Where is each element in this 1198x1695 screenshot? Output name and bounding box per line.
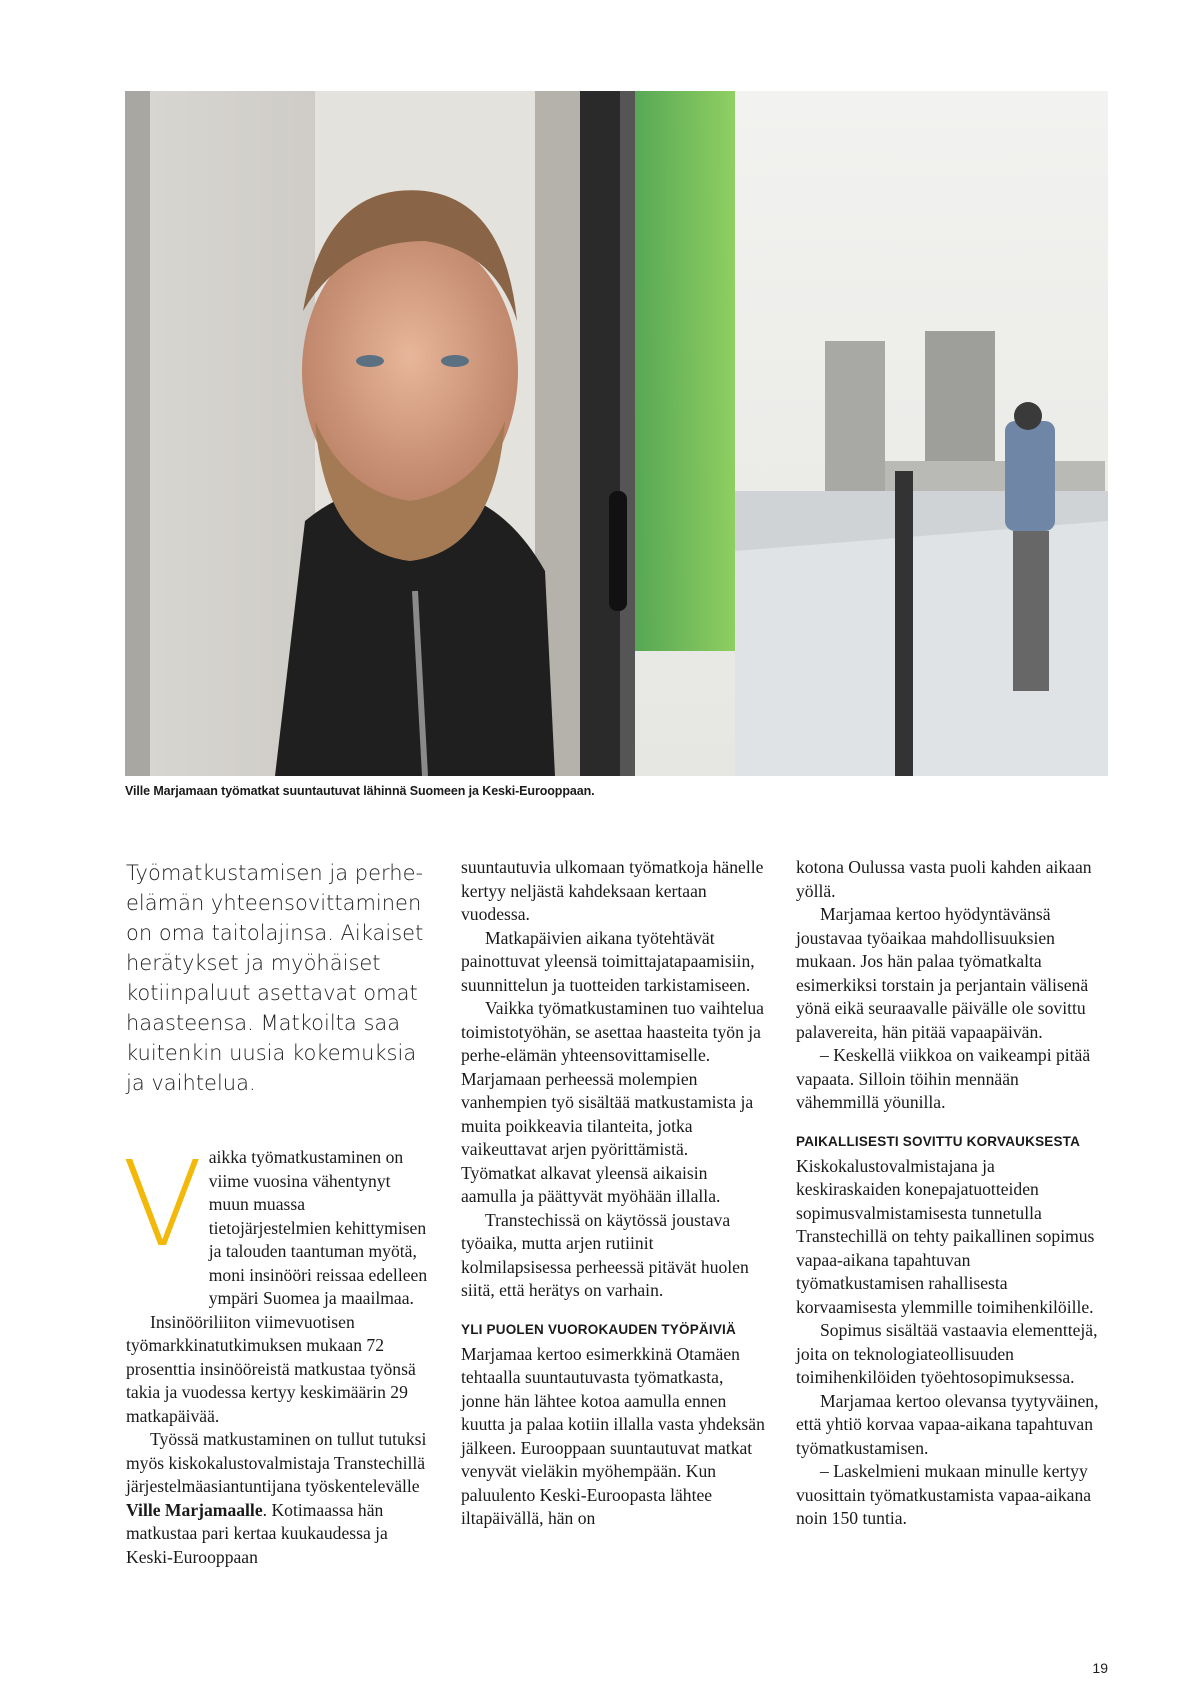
body-paragraph: Kiskokalustovalmistajana ja keskiraskaiden konepajatuotteiden sopimusvalmistamisesta tunnetulla Transtechillä on tehty paikallinen sopimus vapaa-aikana tapahtuvan työmatkustamisen rahallisesta korvaamisesta ylemmille toimihenkilöille. — [796, 1155, 1095, 1317]
body-paragraph: Sopimus sisältää vastaavia elementtejä, joita on teknologiateollisuuden toimihenkilöiden työehtosopimuksessa. — [796, 1320, 1098, 1387]
body-paragraph: suuntautuvia ulkomaan työmatkoja hänelle kertyy neljästä kahdeksaan kertaan vuodessa. — [461, 857, 764, 924]
body-paragraph: Marjamaa kertoo olevansa tyytyväinen, että yhtiö korvaa vapaa-aikana tapahtuvan työmatkustamisen. — [796, 1390, 1099, 1458]
lead-paragraph: Työmatkustamisen ja perhe-elämän yhteensovittaminen on oma taitolajinsa. Aikaiset herätykset ja myöhäiset kotiinpaluut asettavat omat haasteensa. Matkoilta saa kuitenkin uusia kokemuksia ja vaihtelua. — [126, 861, 424, 1095]
body-paragraph: Insinööriliiton viimevuotisen työmarkkinatutkimuksen mukaan 72 prosenttia insinööreistä matkustaa työnsä takia ja vuodessa kertyy keskimäärin 29 matkapäivää. — [126, 1311, 416, 1426]
column-1 — [122, 858, 431, 1569]
article-photo — [125, 91, 1108, 776]
body-paragraph: Matkapäivien aikana työtehtävät painottuvat yleensä toimittajatapaamisiin, suunnittelun ja tuotteiden tarkistamiseen. — [461, 927, 755, 995]
column-3 — [796, 856, 1101, 1531]
body-paragraph: kotona Oulussa vasta puoli kahden aikaan yöllä. — [796, 857, 1092, 901]
body-paragraph: – Keskellä viikkoa on vaikeampi pitää vapaata. Silloin töihin mennään vähemmillä yöunilla. — [796, 1045, 1091, 1112]
body-start — [122, 1135, 431, 1311]
page-number: 19 — [1092, 1660, 1108, 1676]
body-paragraph: Vaikka työmatkustaminen tuo vaihtelua toimistotyöhän, se asettaa haasteita työn ja perhe-elämän yhteensovittamiselle. Marjamaan perheessä molempien vanhempien työ sisältää matkustamista ja muita poikkeavia tilanteita, jotka vaikeuttavat arjen pyörittämistä. Työmatkat alkavat yleensä aikaisin aamulla ja päättyvät myöhään illalla. — [461, 998, 764, 1206]
text-run: . Kotimaassa hän matkustaa pari kertaa kuukaudessa ja Keski-Eurooppaan — [126, 1499, 388, 1567]
body-paragraph: – Laskelmieni mukaan minulle kertyy vuosittain työmatkustamista vapaa-aikana noin 150 tuntia. — [796, 1461, 1092, 1528]
person-name: Ville Marjamaalle — [126, 1499, 263, 1520]
photo-caption: Ville Marjamaan työmatkat suuntautuvat lähinnä Suomeen ja Keski-Eurooppaan. — [125, 784, 595, 798]
column-2 — [461, 856, 766, 1531]
body-paragraph: aikka työmatkustaminen on viime vuosina vähentynyt muun muassa tietojärjestelmien kehittymisen ja talouden taantuman myötä, moni insinööri reissaa edelleen ympäri Suomea ja maailmaa. — [208, 1147, 428, 1308]
body-paragraph: Marjamaa kertoo esimerkkinä Otamäen tehtaalla suuntautuvasta työmatkasta, jonne hän lähtee kotoa aamulla ennen kuutta ja palaa kotiin illalla vasta yhdeksän jälkeen. Eurooppaan suuntautuvat matkat venyvät vieläkin myöhempään. Kun paluulento Keski-Euroopasta lähtee iltapäivällä, hän on — [461, 1343, 765, 1528]
subheading: PAIKALLISESTI SOVITTU KORVAUKSESTA — [796, 1133, 1081, 1149]
photo-portrait — [125, 91, 1108, 776]
body-paragraph — [126, 1428, 431, 1569]
drop-cap: V — [122, 1135, 203, 1273]
text-run: Työssä matkustaminen on tullut tutuksi myös kiskokalustovalmistaja Transtechillä järjestelmäasiantuntijana työskentelevälle — [126, 1429, 427, 1496]
body-paragraph: Transtechissä on käytössä joustava työaika, mutta arjen rutiinit kolmilapsisessa perheessä pitävät huolen siitä, että herätys on varhain. — [461, 1209, 749, 1300]
subheading: YLI PUOLEN VUOROKAUDEN TYÖPÄIVIÄ — [461, 1321, 736, 1337]
body-paragraph: Marjamaa kertoo hyödyntävänsä joustavaa työaikaa mahdollisuuksien mukaan. Jos hän palaa työmatkalta esimerkiksi torstain ja perjantain välisenä yönä eikä seuraavalle päivälle ole sovittu palavereita, hän pitää vapaapäivän. — [796, 904, 1089, 1042]
